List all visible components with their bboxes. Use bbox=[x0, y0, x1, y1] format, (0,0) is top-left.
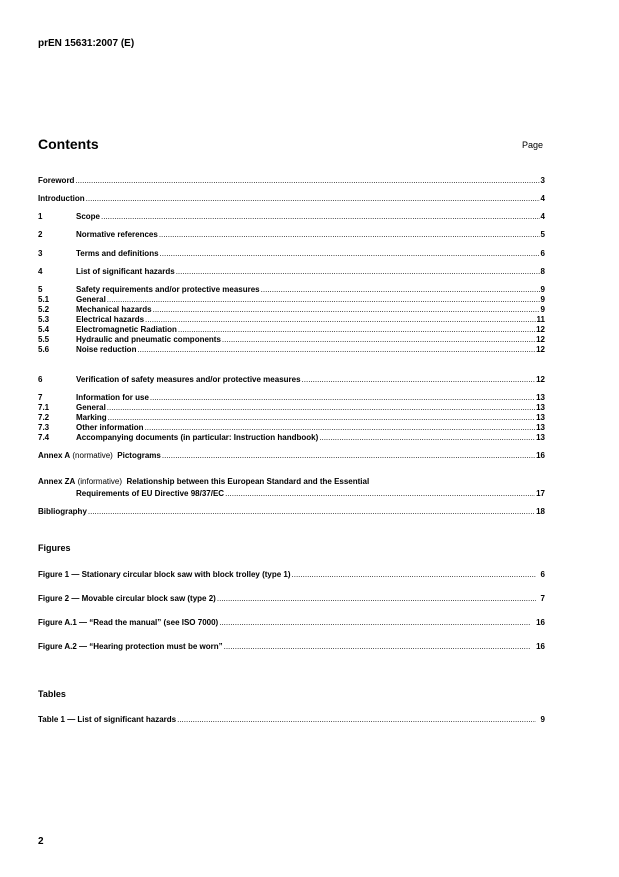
toc-entry[interactable] bbox=[38, 345, 545, 355]
toc-label: Verification of safety measures and/or protective measures bbox=[76, 375, 301, 384]
toc-page: 8 bbox=[540, 267, 545, 276]
table-entry[interactable] bbox=[38, 715, 545, 725]
toc-entry[interactable] bbox=[38, 403, 545, 413]
toc-leader bbox=[75, 176, 539, 186]
toc-leader bbox=[176, 267, 540, 277]
toc-entry-annex-za-cont[interactable] bbox=[76, 489, 545, 499]
toc-leader bbox=[224, 642, 531, 652]
toc-leader bbox=[217, 594, 536, 604]
figure-label: Figure A.2 — “Hearing protection must be worn” bbox=[38, 642, 223, 651]
figure-page: 6 bbox=[540, 570, 545, 579]
toc-page: 13 bbox=[536, 433, 545, 442]
toc-label: Normative references bbox=[76, 230, 158, 239]
toc-page: 18 bbox=[536, 507, 545, 516]
toc-page: 3 bbox=[540, 176, 545, 185]
toc-entry-annex-a[interactable] bbox=[38, 451, 545, 461]
toc-page: 4 bbox=[540, 212, 545, 221]
toc-label: Introduction bbox=[38, 194, 85, 203]
toc-number: 5.4 bbox=[38, 325, 50, 334]
toc-number: 7 bbox=[38, 393, 43, 402]
toc-page: 16 bbox=[536, 451, 545, 460]
figure-label: Figure 2 — Movable circular block saw (type 2) bbox=[38, 594, 216, 603]
tables-heading: Tables bbox=[38, 689, 66, 699]
toc-number: 7.2 bbox=[38, 413, 50, 422]
toc-label: Other information bbox=[76, 423, 144, 432]
toc-label: Scope bbox=[76, 212, 101, 221]
toc-label: Electromagnetic Radiation bbox=[76, 325, 177, 334]
toc-leader bbox=[261, 285, 540, 295]
toc-page: 17 bbox=[536, 489, 545, 498]
toc-entry-annex-za[interactable] bbox=[38, 477, 545, 487]
toc-label: Safety requirements and/or protective measures bbox=[76, 285, 260, 294]
annex-prefix: Annex A bbox=[38, 451, 71, 460]
toc-entry[interactable] bbox=[38, 325, 545, 335]
toc-label: Terms and definitions bbox=[76, 249, 159, 258]
figure-entry[interactable] bbox=[38, 594, 545, 604]
toc-page: 6 bbox=[540, 249, 545, 258]
annex-qualifier: (informative) bbox=[77, 477, 123, 486]
toc-leader bbox=[145, 315, 535, 325]
table-page: 9 bbox=[540, 715, 545, 724]
toc-number: 1 bbox=[38, 212, 43, 221]
toc-entry[interactable] bbox=[38, 267, 545, 277]
figure-entry[interactable] bbox=[38, 642, 545, 652]
toc-entry[interactable] bbox=[38, 285, 545, 295]
toc-leader bbox=[101, 212, 540, 222]
toc-number: 5.6 bbox=[38, 345, 50, 354]
toc-label: Marking bbox=[76, 413, 107, 422]
toc-number: 5.1 bbox=[38, 295, 50, 304]
toc-page: 12 bbox=[536, 325, 545, 334]
toc-page: 4 bbox=[540, 194, 545, 203]
toc-leader bbox=[177, 715, 535, 725]
toc-page: 9 bbox=[540, 295, 545, 304]
toc-number: 7.1 bbox=[38, 403, 50, 412]
toc-page: 13 bbox=[536, 423, 545, 432]
toc-leader bbox=[222, 335, 535, 345]
toc-leader bbox=[107, 295, 540, 305]
figure-page: 7 bbox=[540, 594, 545, 603]
toc-entry[interactable] bbox=[38, 230, 545, 240]
toc-number: 6 bbox=[38, 375, 43, 384]
toc-page: 5 bbox=[540, 230, 545, 239]
page-column-label: Page bbox=[522, 140, 544, 150]
figure-page: 16 bbox=[536, 618, 545, 627]
toc-number: 7.3 bbox=[38, 423, 50, 432]
toc-entry[interactable] bbox=[38, 335, 545, 345]
toc-page: 12 bbox=[536, 375, 545, 384]
toc-leader bbox=[160, 249, 540, 259]
toc-label: Mechanical hazards bbox=[76, 305, 152, 314]
toc-entry[interactable] bbox=[38, 295, 545, 305]
toc-number: 5.5 bbox=[38, 335, 50, 344]
annex-title: Pictograms bbox=[117, 451, 161, 460]
toc-label: General bbox=[76, 403, 106, 412]
toc-number: 5.3 bbox=[38, 315, 50, 324]
toc-entry[interactable] bbox=[38, 212, 545, 222]
annex-title-line2: Requirements of EU Directive 98/37/EC bbox=[76, 489, 225, 498]
toc-entry[interactable] bbox=[38, 315, 545, 325]
toc-number: 5.2 bbox=[38, 305, 50, 314]
toc-label: General bbox=[76, 295, 106, 304]
toc-page: 12 bbox=[536, 335, 545, 344]
figure-label: Figure 1 — Stationary circular block saw with block trolley (type 1) bbox=[38, 570, 291, 579]
toc-entry-bibliography[interactable] bbox=[38, 507, 545, 517]
toc-leader bbox=[150, 393, 535, 403]
figure-entry[interactable] bbox=[38, 618, 545, 628]
toc-number: 2 bbox=[38, 230, 43, 239]
toc-entry[interactable] bbox=[38, 393, 545, 403]
toc-entry[interactable] bbox=[38, 305, 545, 315]
toc-page: 12 bbox=[536, 345, 545, 354]
toc-label: Electrical hazards bbox=[76, 315, 145, 324]
toc-entry[interactable] bbox=[38, 176, 545, 186]
toc-entry[interactable] bbox=[38, 249, 545, 259]
toc-leader bbox=[145, 423, 536, 433]
table-label: Table 1 — List of significant hazards bbox=[38, 715, 177, 724]
contents-title: Contents bbox=[38, 136, 99, 152]
toc-leader bbox=[162, 451, 535, 461]
toc-page: 13 bbox=[536, 413, 545, 422]
figures-heading: Figures bbox=[38, 543, 71, 553]
document-header: prEN 15631:2007 (E) bbox=[38, 38, 135, 49]
toc-label: List of significant hazards bbox=[76, 267, 175, 276]
toc-label: Noise reduction bbox=[76, 345, 137, 354]
toc-label: Information for use bbox=[76, 393, 149, 402]
page-number: 2 bbox=[38, 836, 44, 847]
toc-leader bbox=[225, 489, 535, 499]
toc-leader bbox=[302, 375, 536, 385]
toc-entry[interactable] bbox=[38, 375, 545, 385]
toc-page: 11 bbox=[536, 315, 545, 324]
toc-entry[interactable] bbox=[38, 423, 545, 433]
toc-label: Foreword bbox=[38, 176, 75, 185]
toc-leader bbox=[178, 325, 535, 335]
toc-leader bbox=[292, 570, 536, 580]
toc-page: 13 bbox=[536, 403, 545, 412]
annex-prefix: Annex ZA bbox=[38, 477, 76, 486]
annex-title-line1: Relationship between this European Standard and the Essential bbox=[126, 477, 370, 486]
toc-label: Hydraulic and pneumatic components bbox=[76, 335, 221, 344]
toc-leader bbox=[159, 230, 540, 240]
toc-entry[interactable] bbox=[38, 194, 545, 204]
toc-label: Accompanying documents (in particular: Instruction handbook) bbox=[76, 433, 319, 442]
toc-leader bbox=[153, 305, 540, 315]
figure-page: 16 bbox=[536, 642, 545, 651]
toc-entry[interactable] bbox=[38, 413, 545, 423]
toc-leader bbox=[108, 413, 535, 423]
toc-leader bbox=[86, 194, 540, 204]
toc-number: 3 bbox=[38, 249, 43, 258]
toc-number: 4 bbox=[38, 267, 43, 276]
toc-number: 7.4 bbox=[38, 433, 50, 442]
toc-leader bbox=[88, 507, 535, 517]
figure-label: Figure A.1 — “Read the manual” (see ISO 7000) bbox=[38, 618, 219, 627]
toc-number: 5 bbox=[38, 285, 43, 294]
toc-leader bbox=[319, 433, 535, 443]
toc-label: Bibliography bbox=[38, 507, 87, 516]
table-of-contents bbox=[38, 176, 545, 536]
toc-page: 9 bbox=[540, 285, 545, 294]
toc-leader bbox=[219, 618, 531, 628]
annex-qualifier: (normative) bbox=[72, 451, 113, 460]
toc-entry[interactable] bbox=[38, 433, 545, 443]
toc-leader bbox=[137, 345, 535, 355]
toc-page: 9 bbox=[540, 305, 545, 314]
toc-page: 13 bbox=[536, 393, 545, 402]
toc-leader bbox=[107, 403, 535, 413]
figure-entry[interactable] bbox=[38, 570, 545, 580]
